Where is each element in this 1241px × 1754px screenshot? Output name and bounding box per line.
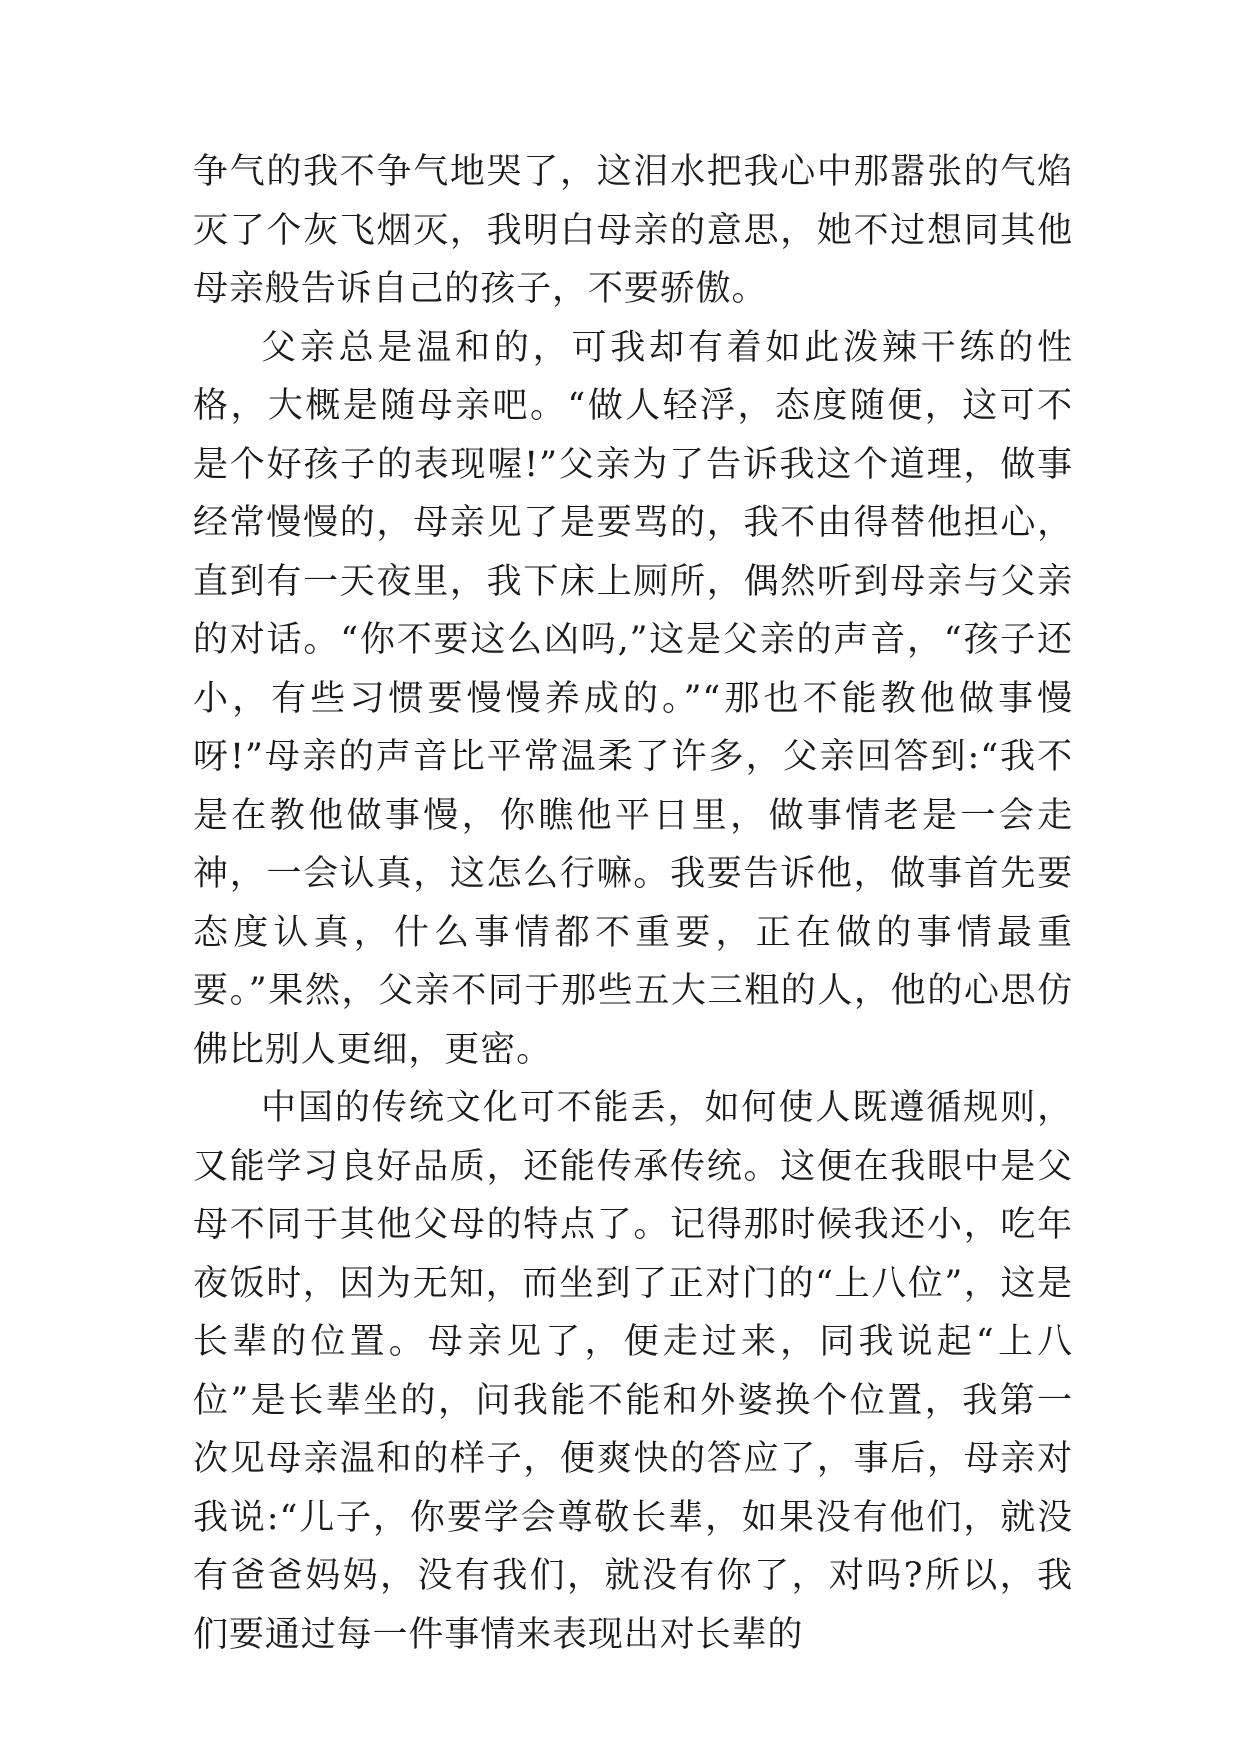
- paragraph-2: 父亲总是温和的，可我却有着如此泼辣干练的性格，大概是随母亲吧。“做人轻浮，态度随便，这可不是个好孩子的表现喔!”父亲为了告诉我这个道理，做事经常慢慢的，母亲见了是要骂的，我不由得替他担心，直到有一天夜里，我下床上厕所，偶然听到母亲与父亲的对话。“你不要这么凶吗,”这是父亲的声音，“孩子还小，有些习惯要慢慢养成的。”“那也不能教他做事慢呀!”母亲的声音比平常温柔了许多，父亲回答到:“我不是在教他做事慢，你瞧他平日里，做事情老是一会走神，一会认真，这怎么行嘛。我要告诉他，做事首先要态度认真，什么事情都不重要，正在做的事情最重要。”果然，父亲不同于那些五大三粗的人，他的心思仿佛比别人更细，更密。: [193, 327, 1073, 1070]
- paragraph-1: 争气的我不争气地哭了，这泪水把我心中那嚣张的气焰灭了个灰飞烟灭，我明白母亲的意思，她不过想同其他母亲般告诉自己的孩子，不要骄傲。: [193, 152, 1073, 309]
- paragraph-3: 中国的传统文化可不能丢，如何使人既遵循规则，又能学习良好品质，还能传承传统。这便在我眼中是父母不同于其他父母的特点了。记得那时候我还小，吃年夜饭时，因为无知，而坐到了正对门的“上八位”，这是长辈的位置。母亲见了，便走过来，同我说起“上八位”是长辈坐的，问我能不能和外婆换个位置，我第一次见母亲温和的样子，便爽快的答应了，事后，母亲对我说:“儿子，你要学会尊敬长辈，如果没有他们，就没有爸爸妈妈，没有我们，就没有你了，对吗?所以，我们要通过每一件事情来表现出对长辈的: [193, 1088, 1073, 1655]
- document-page: [193, 143, 1073, 1664]
